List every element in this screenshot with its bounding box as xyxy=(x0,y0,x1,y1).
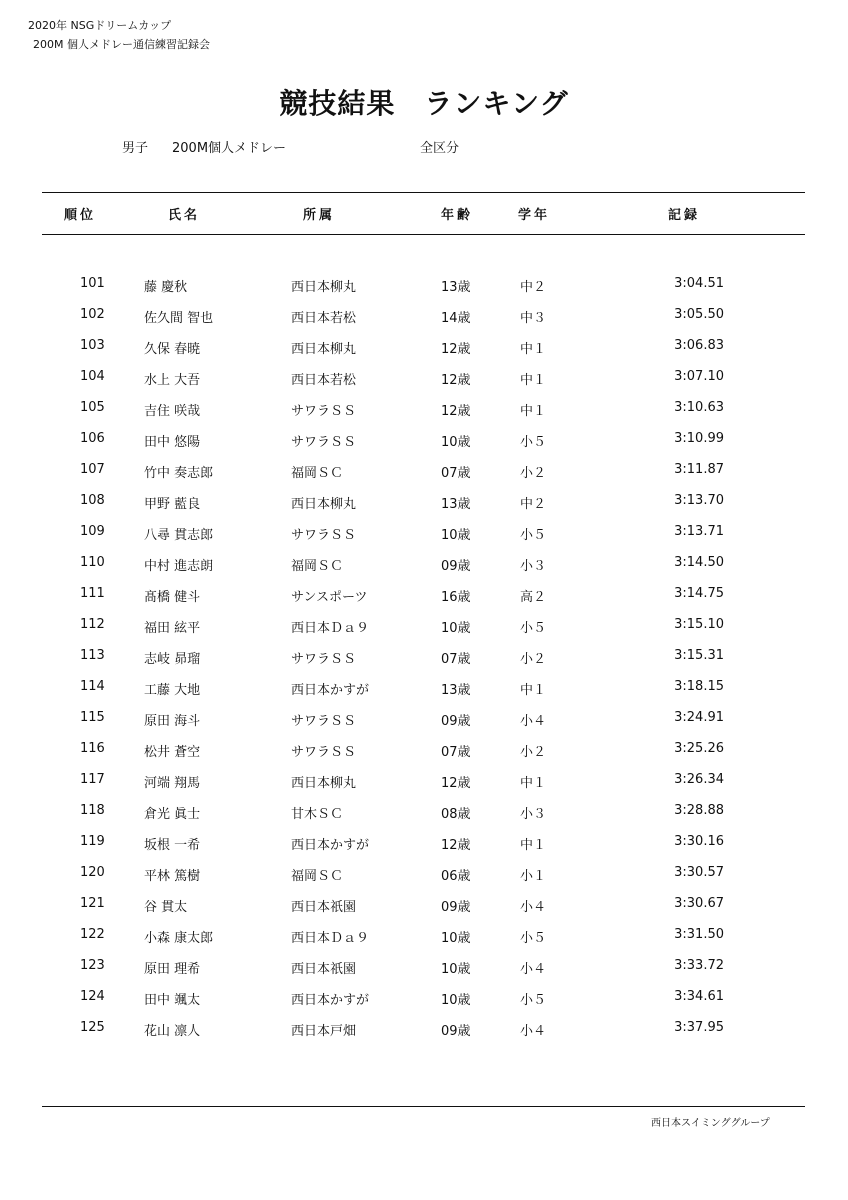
cell-record: 3:05.50 xyxy=(674,307,724,322)
table-row xyxy=(0,950,848,981)
cell-name: 小森 康太郎 xyxy=(144,931,214,946)
cell-grade: 小５ xyxy=(520,528,547,543)
cell-age: 10歳 xyxy=(441,621,471,636)
cell-grade: 小５ xyxy=(520,621,547,636)
cell-record: 3:13.70 xyxy=(674,493,724,508)
event-name: 2020年 NSGドリームカップ xyxy=(28,19,172,32)
table-row xyxy=(0,981,848,1012)
cell-record: 3:34.61 xyxy=(674,989,724,1004)
cell-club: 西日本祇園 xyxy=(291,962,357,977)
footer-rule xyxy=(42,1106,805,1107)
cell-rank: 120 xyxy=(80,865,105,880)
cell-rank: 102 xyxy=(80,307,105,322)
table-row xyxy=(0,702,848,733)
cell-club: 西日本戸畑 xyxy=(291,1024,357,1039)
table-row xyxy=(0,361,848,392)
cell-record: 3:31.50 xyxy=(674,927,724,942)
cell-club: 西日本かすが xyxy=(291,993,370,1008)
table-row xyxy=(0,299,848,330)
cell-age: 07歳 xyxy=(441,745,471,760)
cell-grade: 中２ xyxy=(520,280,547,295)
header-age: 年齢 xyxy=(441,208,474,223)
table-row xyxy=(0,764,848,795)
header-club: 所属 xyxy=(303,208,336,223)
cell-age: 07歳 xyxy=(441,652,471,667)
table-row xyxy=(0,671,848,702)
cell-rank: 105 xyxy=(80,400,105,415)
cell-rank: 109 xyxy=(80,524,105,539)
cell-record: 3:15.10 xyxy=(674,617,724,632)
cell-age: 12歳 xyxy=(441,776,471,791)
cell-rank: 124 xyxy=(80,989,105,1004)
cell-age: 08歳 xyxy=(441,807,471,822)
header-rank: 順位 xyxy=(64,208,97,223)
table-row xyxy=(0,919,848,950)
gender-label: 男子 xyxy=(122,141,149,156)
cell-age: 13歳 xyxy=(441,683,471,698)
event-label: 200M個人メドレー xyxy=(172,141,287,156)
cell-club: 西日本祇園 xyxy=(291,900,357,915)
cell-grade: 中１ xyxy=(520,838,547,853)
cell-grade: 小４ xyxy=(520,714,547,729)
cell-rank: 104 xyxy=(80,369,105,384)
cell-grade: 小４ xyxy=(520,962,547,977)
cell-rank: 119 xyxy=(80,834,105,849)
cell-record: 3:30.57 xyxy=(674,865,724,880)
cell-club: サワラＳＳ xyxy=(291,745,357,760)
table-row xyxy=(0,547,848,578)
cell-rank: 122 xyxy=(80,927,105,942)
table-row xyxy=(0,1012,848,1043)
table-row xyxy=(0,268,848,299)
cell-record: 3:13.71 xyxy=(674,524,724,539)
cell-age: 09歳 xyxy=(441,1024,471,1039)
cell-club: サワラＳＳ xyxy=(291,528,357,543)
cell-club: サワラＳＳ xyxy=(291,652,357,667)
cell-name: 髙橋 健斗 xyxy=(144,590,201,605)
cell-grade: 中３ xyxy=(520,311,547,326)
table-row xyxy=(0,888,848,919)
cell-club: サワラＳＳ xyxy=(291,435,357,450)
cell-rank: 108 xyxy=(80,493,105,508)
cell-record: 3:33.72 xyxy=(674,958,724,973)
cell-club: 西日本若松 xyxy=(291,373,357,388)
cell-name: 松井 蒼空 xyxy=(144,745,201,760)
cell-age: 10歳 xyxy=(441,435,471,450)
cell-club: サワラＳＳ xyxy=(291,714,357,729)
cell-age: 13歳 xyxy=(441,280,471,295)
cell-club: 西日本Ｄａ９ xyxy=(291,621,370,636)
cell-club: 西日本若松 xyxy=(291,311,357,326)
table-row xyxy=(0,516,848,547)
cell-record: 3:15.31 xyxy=(674,648,724,663)
cell-grade: 中１ xyxy=(520,342,547,357)
table-row xyxy=(0,330,848,361)
cell-grade: 中１ xyxy=(520,404,547,419)
cell-age: 09歳 xyxy=(441,714,471,729)
cell-age: 12歳 xyxy=(441,404,471,419)
cell-name: 原田 理希 xyxy=(144,962,201,977)
cell-grade: 小２ xyxy=(520,745,547,760)
header-name: 氏名 xyxy=(168,208,201,223)
cell-club: 西日本柳丸 xyxy=(291,280,357,295)
cell-record: 3:10.99 xyxy=(674,431,724,446)
cell-rank: 125 xyxy=(80,1020,105,1035)
cell-club: 福岡ＳＣ xyxy=(291,466,344,481)
cell-grade: 中１ xyxy=(520,776,547,791)
table-row xyxy=(0,795,848,826)
cell-name: 吉住 咲哉 xyxy=(144,404,201,419)
cell-rank: 116 xyxy=(80,741,105,756)
table-row xyxy=(0,423,848,454)
cell-club: 甘木ＳＣ xyxy=(291,807,344,822)
table-row xyxy=(0,609,848,640)
cell-grade: 中２ xyxy=(520,497,547,512)
cell-club: 福岡ＳＣ xyxy=(291,559,344,574)
table-row xyxy=(0,392,848,423)
cell-club: 西日本かすが xyxy=(291,838,370,853)
cell-grade: 小３ xyxy=(520,807,547,822)
cell-rank: 101 xyxy=(80,276,105,291)
cell-record: 3:24.91 xyxy=(674,710,724,725)
table-row xyxy=(0,454,848,485)
cell-age: 09歳 xyxy=(441,559,471,574)
cell-name: 八尋 貫志郎 xyxy=(144,528,214,543)
cell-grade: 小３ xyxy=(520,559,547,574)
header-grade: 学年 xyxy=(518,208,551,223)
cell-age: 12歳 xyxy=(441,373,471,388)
cell-name: 甲野 藍良 xyxy=(144,497,201,512)
cell-rank: 103 xyxy=(80,338,105,353)
cell-name: 工藤 大地 xyxy=(144,683,201,698)
cell-record: 3:26.34 xyxy=(674,772,724,787)
cell-rank: 121 xyxy=(80,896,105,911)
cell-grade: 小１ xyxy=(520,869,547,884)
cell-club: サンスポーツ xyxy=(291,590,368,605)
cell-club: サワラＳＳ xyxy=(291,404,357,419)
cell-club: 西日本かすが xyxy=(291,683,370,698)
cell-rank: 111 xyxy=(80,586,105,601)
cell-grade: 中１ xyxy=(520,373,547,388)
cell-name: 藤 慶秋 xyxy=(144,280,188,295)
cell-name: 坂根 一希 xyxy=(144,838,201,853)
table-row xyxy=(0,857,848,888)
cell-club: 西日本Ｄａ９ xyxy=(291,931,370,946)
table-header-rule xyxy=(42,234,805,235)
cell-record: 3:37.95 xyxy=(674,1020,724,1035)
cell-name: 中村 進志朗 xyxy=(144,559,214,574)
cell-grade: 小４ xyxy=(520,900,547,915)
cell-age: 09歳 xyxy=(441,900,471,915)
cell-record: 3:06.83 xyxy=(674,338,724,353)
cell-record: 3:11.87 xyxy=(674,462,724,477)
cell-record: 3:28.88 xyxy=(674,803,724,818)
cell-rank: 112 xyxy=(80,617,105,632)
cell-name: 倉光 眞士 xyxy=(144,807,201,822)
cell-age: 16歳 xyxy=(441,590,471,605)
header-record: 記録 xyxy=(668,208,701,223)
cell-rank: 107 xyxy=(80,462,105,477)
cell-name: 平林 篤樹 xyxy=(144,869,201,884)
cell-age: 12歳 xyxy=(441,838,471,853)
cell-grade: 小４ xyxy=(520,1024,547,1039)
table-row xyxy=(0,485,848,516)
cell-record: 3:14.75 xyxy=(674,586,724,601)
cell-name: 竹中 奏志郎 xyxy=(144,466,214,481)
cell-age: 07歳 xyxy=(441,466,471,481)
cell-record: 3:25.26 xyxy=(674,741,724,756)
cell-record: 3:30.67 xyxy=(674,896,724,911)
table-row xyxy=(0,826,848,857)
cell-grade: 小５ xyxy=(520,931,547,946)
cell-rank: 123 xyxy=(80,958,105,973)
cell-rank: 118 xyxy=(80,803,105,818)
cell-name: 田中 悠陽 xyxy=(144,435,201,450)
cell-record: 3:04.51 xyxy=(674,276,724,291)
cell-name: 原田 海斗 xyxy=(144,714,201,729)
cell-name: 河端 翔馬 xyxy=(144,776,201,791)
cell-grade: 小２ xyxy=(520,652,547,667)
cell-rank: 115 xyxy=(80,710,105,725)
cell-grade: 小５ xyxy=(520,435,547,450)
cell-club: 福岡ＳＣ xyxy=(291,869,344,884)
table-row xyxy=(0,578,848,609)
results-table xyxy=(0,268,848,1043)
cell-age: 10歳 xyxy=(441,962,471,977)
cell-age: 10歳 xyxy=(441,528,471,543)
cell-record: 3:10.63 xyxy=(674,400,724,415)
division-label: 全区分 xyxy=(420,141,460,156)
cell-age: 10歳 xyxy=(441,993,471,1008)
cell-age: 10歳 xyxy=(441,931,471,946)
cell-name: 久保 春暁 xyxy=(144,342,201,357)
cell-record: 3:30.16 xyxy=(674,834,724,849)
cell-grade: 小５ xyxy=(520,993,547,1008)
cell-age: 13歳 xyxy=(441,497,471,512)
cell-name: 福田 絃平 xyxy=(144,621,201,636)
cell-age: 14歳 xyxy=(441,311,471,326)
cell-grade: 小２ xyxy=(520,466,547,481)
table-top-rule xyxy=(42,192,805,193)
cell-rank: 117 xyxy=(80,772,105,787)
page-title: 競技結果 ランキング xyxy=(279,87,569,120)
cell-name: 田中 颯太 xyxy=(144,993,201,1008)
cell-rank: 106 xyxy=(80,431,105,446)
cell-grade: 高２ xyxy=(520,590,547,605)
cell-name: 谷 貫太 xyxy=(144,900,188,915)
table-row xyxy=(0,733,848,764)
table-row xyxy=(0,640,848,671)
cell-record: 3:14.50 xyxy=(674,555,724,570)
cell-grade: 中１ xyxy=(520,683,547,698)
cell-name: 志岐 昴瑠 xyxy=(144,652,201,667)
cell-club: 西日本柳丸 xyxy=(291,342,357,357)
meet-name: 200M 個人メドレー通信練習記録会 xyxy=(33,38,210,51)
organization-footer: 西日本スイミンググループ xyxy=(651,1118,770,1129)
cell-club: 西日本柳丸 xyxy=(291,776,357,791)
cell-rank: 113 xyxy=(80,648,105,663)
cell-rank: 114 xyxy=(80,679,105,694)
cell-record: 3:18.15 xyxy=(674,679,724,694)
cell-name: 花山 凛人 xyxy=(144,1024,201,1039)
cell-rank: 110 xyxy=(80,555,105,570)
cell-age: 12歳 xyxy=(441,342,471,357)
cell-record: 3:07.10 xyxy=(674,369,724,384)
cell-age: 06歳 xyxy=(441,869,471,884)
cell-club: 西日本柳丸 xyxy=(291,497,357,512)
cell-name: 佐久間 智也 xyxy=(144,311,214,326)
cell-name: 水上 大吾 xyxy=(144,373,201,388)
